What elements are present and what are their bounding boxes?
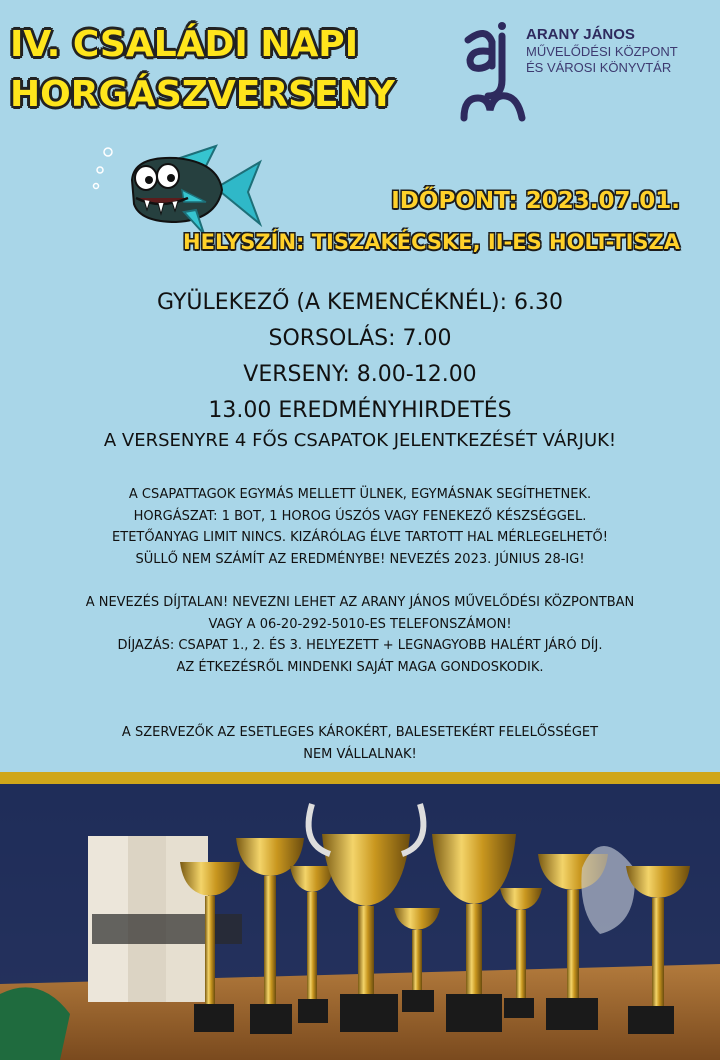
logo-text bbox=[526, 26, 678, 76]
schedule-competition: VERSENY: 8.00-12.00 bbox=[243, 362, 477, 387]
rules-line-4: SÜLLŐ NEM SZÁMÍT AZ EREDMÉNYBE! NEVEZÉS 2023. JÚNIUS 28-IG! bbox=[135, 551, 585, 567]
trophies-photo bbox=[0, 784, 720, 1060]
disclaimer-line-1: A SZERVEZŐK AZ ESETLEGES KÁROKÉRT, BALESETEKÉRT FELELŐSSÉGET bbox=[121, 725, 599, 740]
title-line-1: IV. CSALÁDI NAPI bbox=[10, 24, 359, 65]
schedule-draw: SORSOLÁS: 7.00 bbox=[268, 326, 452, 351]
disclaimer-line-2: NEM VÁLLALNAK! bbox=[303, 746, 417, 762]
title-line-2: HORGÁSZVERSENY bbox=[10, 74, 395, 115]
rules-paragraph bbox=[0, 484, 720, 570]
info-line-2: VAGY A 06-20-292-5010-ES TELEFONSZÁMON! bbox=[208, 616, 512, 632]
ajm-logo-mark bbox=[458, 22, 528, 122]
schedule-results: 13.00 EREDMÉNYHIRDETÉS bbox=[208, 398, 512, 423]
logo-line-2: MŰVELŐDÉSI KÖZPONT bbox=[526, 44, 678, 59]
info-line-1: A NEVEZÉS DÍJTALAN! NEVEZNI LEHET AZ ARANY JÁNOS MŰVELŐDÉSI KÖZPONTBAN bbox=[85, 595, 635, 610]
poster-title bbox=[10, 20, 395, 120]
schedule-teams: A VERSENYRE 4 FŐS CSAPATOK JELENTKEZÉSÉT VÁRJUK! bbox=[103, 430, 617, 451]
logo-line-3: ÉS VÁROSI KÖNYVTÁR bbox=[526, 60, 672, 75]
info-line-3: DÍJAZÁS: CSAPAT 1., 2. ÉS 3. HELYEZETT + LEGNAGYOBB HALÉRT JÁRÓ DÍJ. bbox=[117, 638, 603, 653]
logo-name: ARANY JÁNOS bbox=[526, 26, 635, 43]
info-paragraph bbox=[0, 592, 720, 678]
schedule-gathering: GYÜLEKEZŐ (A KEMENCÉKNÉL): 6.30 bbox=[157, 290, 563, 315]
event-date: IDŐPONT: 2023.07.01. bbox=[391, 188, 680, 214]
gold-divider bbox=[0, 772, 720, 784]
cartoon-fish-icon bbox=[88, 140, 268, 240]
disclaimer-paragraph bbox=[0, 722, 720, 765]
rules-line-2: HORGÁSZAT: 1 BOT, 1 HOROG ÚSZÓS VAGY FENEKEZŐ KÉSZSÉGGEL. bbox=[133, 508, 587, 524]
organizer-logo bbox=[458, 22, 718, 122]
event-location: HELYSZÍN: TISZAKÉCSKE, II-ES HOLT-TISZA bbox=[183, 230, 680, 254]
info-line-4: AZ ÉTKEZÉSRŐL MINDENKI SAJÁT MAGA GONDOSKODIK. bbox=[176, 659, 544, 675]
rules-line-1: A CSAPATTAGOK EGYMÁS MELLETT ÜLNEK, EGYMÁSNAK SEGÍTHETNEK. bbox=[128, 487, 592, 502]
rules-line-3: ETETŐANYAG LIMIT NINCS. KIZÁRÓLAG ÉLVE TARTOTT HAL MÉRLEGELHETŐ! bbox=[112, 530, 608, 545]
